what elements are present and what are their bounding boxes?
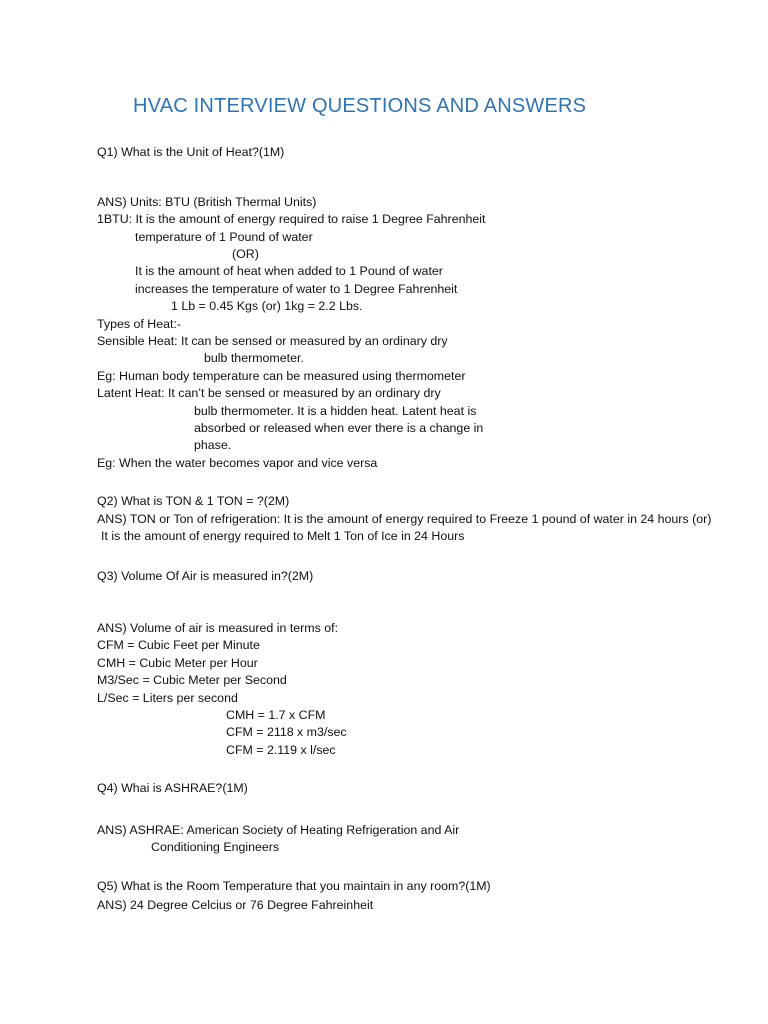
- types-of-heat: Types of Heat:-: [97, 317, 182, 331]
- example-latent: Eg: When the water becomes vapor and vice versa: [97, 456, 378, 470]
- or-separator: (OR): [232, 247, 259, 261]
- cmh-definition: CMH = Cubic Meter per Hour: [97, 656, 258, 670]
- page-title: HVAC INTERVIEW QUESTIONS AND ANSWERS: [133, 95, 587, 117]
- latent-heat-cont-3: phase.: [194, 438, 232, 452]
- answer-2: ANS) TON or Ton of refrigeration: It is the amount of energy required to Freeze 1 pound of water in 24 hours (or): [97, 512, 712, 526]
- latent-heat-cont-2: absorbed or released when ever there is a change in: [194, 421, 484, 435]
- cfm-definition: CFM = Cubic Feet per Minute: [97, 638, 260, 652]
- weight-conversion: 1 Lb = 0.45 Kgs (or) 1kg = 2.2 Lbs.: [171, 299, 363, 313]
- lsec-definition: L/Sec = Liters per second: [97, 691, 238, 705]
- btu-definition-alt-cont: increases the temperature of water to 1 Degree Fahrenheit: [135, 282, 458, 296]
- answer-4-cont: Conditioning Engineers: [151, 840, 280, 854]
- question-1: Q1) What is the Unit of Heat?(1M): [97, 145, 285, 159]
- btu-definition-cont: temperature of 1 Pound of water: [135, 230, 313, 244]
- question-2: Q2) What is TON & 1 TON = ?(2M): [97, 494, 290, 508]
- example-sensible: Eg: Human body temperature can be measured using thermometer: [97, 369, 466, 383]
- formula-cmh: CMH = 1.7 x CFM: [226, 708, 326, 722]
- answer-3: ANS) Volume of air is measured in terms of:: [97, 621, 339, 635]
- answer-4: ANS) ASHRAE: American Society of Heating Refrigeration and Air: [97, 823, 460, 837]
- m3sec-definition: M3/Sec = Cubic Meter per Second: [97, 673, 287, 687]
- answer-5: ANS) 24 Degree Celcius or 76 Degree Fahreinheit: [97, 898, 374, 912]
- sensible-heat-cont: bulb thermometer.: [204, 351, 304, 365]
- btu-definition-alt: It is the amount of heat when added to 1 Pound of water: [135, 264, 443, 278]
- formula-cfm-m3: CFM = 2118 x m3/sec: [226, 725, 347, 739]
- sensible-heat: Sensible Heat: It can be sensed or measured by an ordinary dry: [97, 334, 448, 348]
- latent-heat-cont-1: bulb thermometer. It is a hidden heat. Latent heat is: [194, 404, 477, 418]
- question-5: Q5) What is the Room Temperature that you maintain in any room?(1M): [97, 879, 491, 893]
- latent-heat: Latent Heat: It can’t be sensed or measured by an ordinary dry: [97, 386, 441, 400]
- formula-cfm-l: CFM = 2.119 x l/sec: [226, 743, 336, 757]
- question-3: Q3) Volume Of Air is measured in?(2M): [97, 569, 314, 583]
- answer-2-alt: It is the amount of energy required to Melt 1 Ton of Ice in 24 Hours: [101, 529, 465, 543]
- question-4: Q4) Whai is ASHRAE?(1M): [97, 781, 248, 795]
- answer-1: ANS) Units: BTU (British Thermal Units): [97, 195, 317, 209]
- btu-definition: 1BTU: It is the amount of energy required to raise 1 Degree Fahrenheit: [97, 212, 486, 226]
